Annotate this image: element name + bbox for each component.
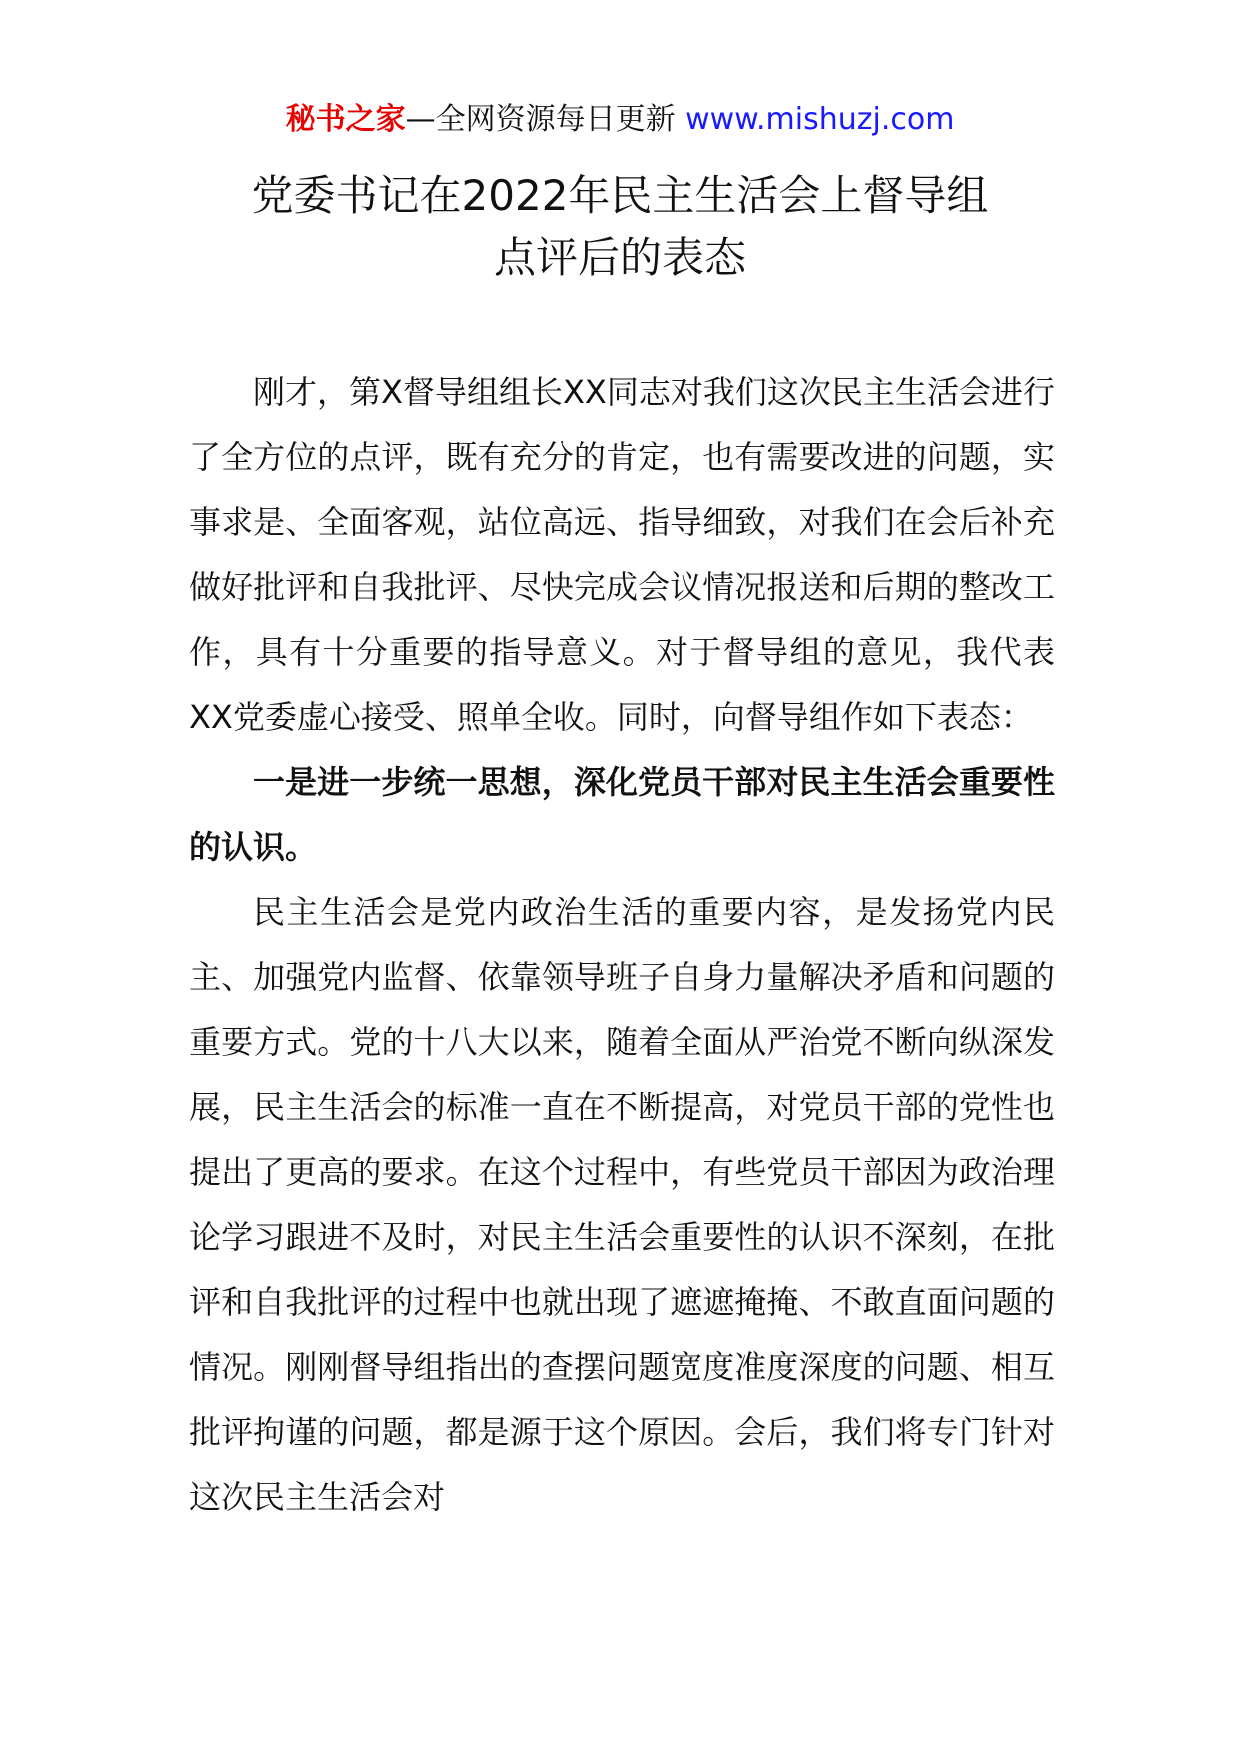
paragraph-section-1: 民主生活会是党内政治生活的重要内容，是发扬党内民主、加强党内监督、依靠领导班子自身力量解决矛盾和问题的重要方式。党的十八大以来，随着全面从严治党不断向纵深发展，民主生活会的标准一直在不断提高，对党员干部的党性也提出了更高的要求。在这个过程中，有些党员干部因为政治理论学习跟进不及时，对民主生活会重要性的认识不深刻，在批评和自我批评的过程中也就出现了遮遮掩掩、不敢直面问题的情况。刚刚督导组指出的查摆问题宽度准度深度的问题、相互批评拘谨的问题，都是源于这个原因。会后，我们将专门针对这次民主生活会对 [189,893,1055,1516]
brand-name: 秘书之家 [285,102,406,137]
document-body [189,360,1055,1530]
section-heading-1: 一是进一步统一思想，深化党员干部对民主生活会重要性的认识。 [189,763,1055,866]
title-line-1: 党委书记在2022年民主生活会上督导组 [251,171,989,220]
site-banner [0,98,1240,142]
paragraph-intro: 刚才，第X督导组组长XX同志对我们这次民主生活会进行了全方位的点评，既有充分的肯定，也有需要改进的问题，实事求是、全面客观，站位高远、指导细致，对我们在会后补充做好批评和自我批评、尽快完成会议情况报送和后期的整改工作，具有十分重要的指导意义。对于督导组的意见，我代表XX党委虚心接受、照单全收。同时，向督导组作如下表态： [189,373,1055,736]
document-title [0,165,1240,289]
site-url-link[interactable]: www.mishuzj.com [685,102,955,137]
banner-slogan: —全网资源每日更新 [405,102,676,137]
title-line-2: 点评后的表态 [493,233,746,282]
